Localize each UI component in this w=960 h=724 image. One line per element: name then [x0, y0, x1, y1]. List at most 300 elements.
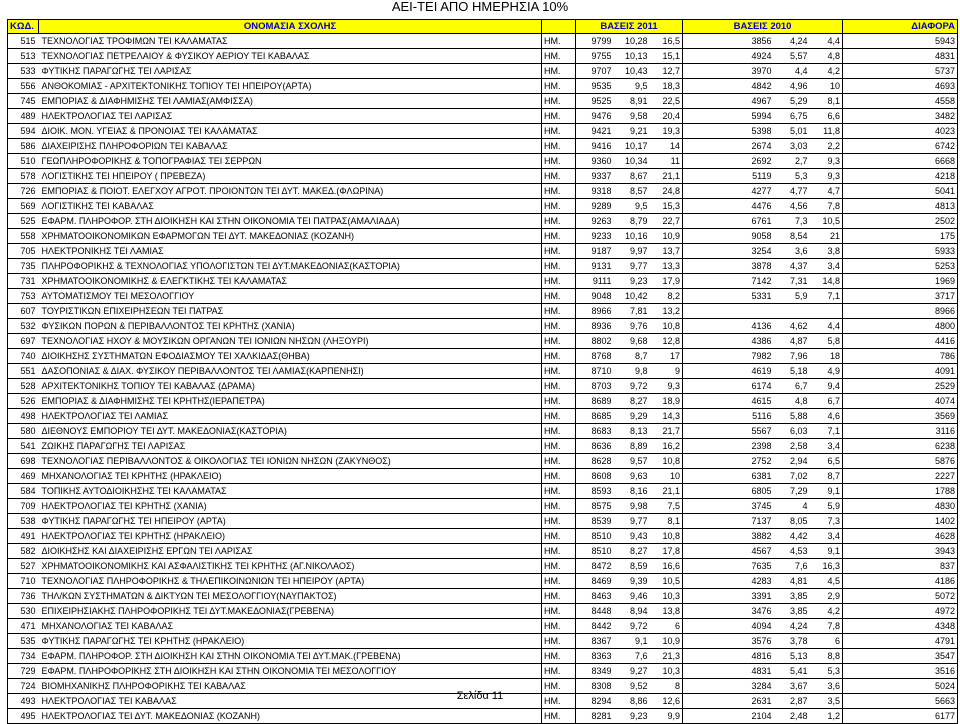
table-row — [8, 574, 958, 589]
cell-type: ΗΜ. — [542, 154, 576, 169]
table-row — [8, 589, 958, 604]
cell-school-name: ΜΗΧΑΝΟΛΟΓΙΑΣ ΤΕΙ ΚΑΒΑΛΑΣ — [39, 619, 542, 634]
cell-bases-2011-third: 9,3 — [650, 379, 683, 394]
cell-school-name: ΧΡΗΜΑΤΟΟΙΚΟΝΟΜΙΚΗΣ ΚΑΙ ΑΣΦΑΛΙΣΤΙΚΗΣ ΤΕΙ ΚΡΗΤΗΣ (ΑΓ.ΝΙΚΟΛΑΟΣ) — [39, 559, 542, 574]
table-row — [8, 544, 958, 559]
cell-bases-2011-score: 8510 — [576, 529, 614, 544]
cell-bases-2011-grade: 9,63 — [614, 469, 650, 484]
cell-diff: 2227 — [843, 469, 958, 484]
cell-diff: 4972 — [843, 604, 958, 619]
cell-bases-2010-grade — [774, 304, 810, 319]
cell-school-name: ΓΕΩΠΛΗΡΟΦΟΡΙΚΗΣ & ΤΟΠΟΓΡΑΦΙΑΣ ΤΕΙ ΣΕΡΡΩΝ — [39, 154, 542, 169]
cell-bases-2010-grade: 6,7 — [774, 379, 810, 394]
cell-bases-2010-third: 5,8 — [810, 334, 843, 349]
cell-bases-2011-third: 9,9 — [650, 709, 683, 724]
cell-bases-2011-score: 9421 — [576, 124, 614, 139]
table-row — [8, 289, 958, 304]
cell-bases-2010-third: 4,9 — [810, 364, 843, 379]
cell-school-name: ΦΥΤΙΚΗΣ ΠΑΡΑΓΩΓΗΣ ΤΕΙ ΛΑΡΙΣΑΣ — [39, 64, 542, 79]
cell-bases-2010-grade: 4,24 — [774, 34, 810, 49]
cell-diff: 175 — [843, 229, 958, 244]
cell-school-name: ΗΛΕΚΤΡΟΝΙΚΗΣ ΤΕΙ ΛΑΜΙΑΣ — [39, 244, 542, 259]
cell-bases-2010-third: 16,3 — [810, 559, 843, 574]
cell-bases-2010-score: 3576 — [683, 634, 774, 649]
cell-bases-2010-score: 4136 — [683, 319, 774, 334]
cell-bases-2011-grade: 10,43 — [614, 64, 650, 79]
cell-bases-2010-grade: 2,7 — [774, 154, 810, 169]
cell-school-name: ΔΑΣΟΠΟΝΙΑΣ & ΔΙΑΧ. ΦΥΣΙΚΟΥ ΠΕΡΙΒΑΛΛΟΝΤΟΣ ΤΕΙ ΛΑΜΙΑΣ(ΚΑΡΠΕΝΗΣΙ) — [39, 364, 542, 379]
cell-code: 735 — [8, 259, 39, 274]
cell-bases-2010-score: 4619 — [683, 364, 774, 379]
table-row — [8, 229, 958, 244]
cell-bases-2010-grade: 8,54 — [774, 229, 810, 244]
cell-bases-2010-third: 7,3 — [810, 514, 843, 529]
cell-bases-2010-score: 5119 — [683, 169, 774, 184]
cell-code: 724 — [8, 679, 39, 694]
cell-bases-2010-grade: 3,6 — [774, 244, 810, 259]
cell-bases-2010-third: 6 — [810, 634, 843, 649]
cell-code: 726 — [8, 184, 39, 199]
cell-bases-2011-score: 9476 — [576, 109, 614, 124]
cell-bases-2010-grade: 4 — [774, 499, 810, 514]
cell-type: ΗΜ. — [542, 109, 576, 124]
cell-type: ΗΜ. — [542, 229, 576, 244]
cell-code: 513 — [8, 49, 39, 64]
cell-bases-2010-third: 4,4 — [810, 34, 843, 49]
cell-type: ΗΜ. — [542, 514, 576, 529]
cell-diff: 6742 — [843, 139, 958, 154]
cell-diff: 4023 — [843, 124, 958, 139]
cell-bases-2010-score: 2398 — [683, 439, 774, 454]
cell-bases-2011-score: 8349 — [576, 664, 614, 679]
cell-bases-2011-third: 24,8 — [650, 184, 683, 199]
cell-bases-2011-score: 8636 — [576, 439, 614, 454]
cell-bases-2011-score: 8703 — [576, 379, 614, 394]
cell-school-name: ΕΜΠΟΡΙΑΣ & ΠΟΙΟΤ. ΕΛΕΓΧΟΥ ΑΓΡΟΤ. ΠΡΟΙΟΝΤΩΝ ΤΕΙ ΔΥΤ. ΜΑΚΕΔ.(ΦΛΩΡΙΝΑ) — [39, 184, 542, 199]
cell-code: 469 — [8, 469, 39, 484]
cell-code: 498 — [8, 409, 39, 424]
cell-bases-2010-third: 3,8 — [810, 244, 843, 259]
cell-bases-2011-grade: 8,7 — [614, 349, 650, 364]
cell-bases-2011-third: 22,5 — [650, 94, 683, 109]
table-row — [8, 619, 958, 634]
table-row — [8, 199, 958, 214]
table-header-row — [8, 20, 958, 34]
cell-diff: 5876 — [843, 454, 958, 469]
cell-type: ΗΜ. — [542, 469, 576, 484]
cell-bases-2011-grade: 9,46 — [614, 589, 650, 604]
cell-diff: 5737 — [843, 64, 958, 79]
cell-bases-2011-third: 21,7 — [650, 424, 683, 439]
cell-bases-2010-grade: 4,87 — [774, 334, 810, 349]
table-row — [8, 154, 958, 169]
school-bases-table — [7, 19, 958, 724]
cell-type: ΗΜ. — [542, 394, 576, 409]
cell-bases-2011-grade: 9,57 — [614, 454, 650, 469]
cell-bases-2010-grade: 7,96 — [774, 349, 810, 364]
cell-bases-2010-grade: 4,42 — [774, 529, 810, 544]
cell-type: ΗΜ. — [542, 574, 576, 589]
cell-type: ΗΜ. — [542, 184, 576, 199]
cell-type: ΗΜ. — [542, 319, 576, 334]
cell-code: 736 — [8, 589, 39, 604]
cell-code: 532 — [8, 319, 39, 334]
cell-bases-2010-score: 2674 — [683, 139, 774, 154]
cell-bases-2011-grade: 10,16 — [614, 229, 650, 244]
cell-bases-2011-score: 9525 — [576, 94, 614, 109]
cell-code: 710 — [8, 574, 39, 589]
cell-bases-2010-third: 3,4 — [810, 439, 843, 454]
cell-bases-2010-score: 5398 — [683, 124, 774, 139]
cell-bases-2011-grade: 9,43 — [614, 529, 650, 544]
cell-diff: 3943 — [843, 544, 958, 559]
cell-bases-2011-score: 8685 — [576, 409, 614, 424]
cell-bases-2011-third: 10,8 — [650, 529, 683, 544]
cell-bases-2011-score: 8936 — [576, 319, 614, 334]
cell-bases-2011-score: 8628 — [576, 454, 614, 469]
cell-code: 491 — [8, 529, 39, 544]
cell-bases-2011-grade: 9,8 — [614, 364, 650, 379]
cell-bases-2010-grade: 3,78 — [774, 634, 810, 649]
cell-type: ΗΜ. — [542, 544, 576, 559]
cell-bases-2011-third: 10 — [650, 469, 683, 484]
cell-bases-2011-grade: 10,34 — [614, 154, 650, 169]
cell-code: 471 — [8, 619, 39, 634]
cell-bases-2011-score: 8966 — [576, 304, 614, 319]
cell-diff: 1402 — [843, 514, 958, 529]
cell-bases-2010-score: 2104 — [683, 709, 774, 724]
cell-bases-2011-third: 17,9 — [650, 274, 683, 289]
cell-school-name: ΑΥΤΟΜΑΤΙΣΜΟΥ ΤΕΙ ΜΕΣΟΛΟΓΓΙΟΥ — [39, 289, 542, 304]
cell-bases-2011-third: 13,8 — [650, 604, 683, 619]
cell-bases-2011-third: 8,1 — [650, 514, 683, 529]
cell-school-name: ΗΛΕΚΤΡΟΛΟΓΙΑΣ ΤΕΙ ΔΥΤ. ΜΑΚΕΔΟΝΙΑΣ (ΚΟΖΑΝΗ) — [39, 709, 542, 724]
cell-bases-2010-third: 5,3 — [810, 664, 843, 679]
cell-code: 528 — [8, 379, 39, 394]
cell-bases-2010-score: 5116 — [683, 409, 774, 424]
cell-diff: 4800 — [843, 319, 958, 334]
cell-bases-2011-grade: 9,68 — [614, 334, 650, 349]
cell-code: 740 — [8, 349, 39, 364]
cell-bases-2010-score: 3878 — [683, 259, 774, 274]
cell-bases-2011-grade: 8,91 — [614, 94, 650, 109]
cell-type: ΗΜ. — [542, 244, 576, 259]
cell-school-name: ΤΟΥΡΙΣΤΙΚΩΝ ΕΠΙΧΕΙΡΗΣΕΩΝ ΤΕΙ ΠΑΤΡΑΣ — [39, 304, 542, 319]
cell-school-name: ΧΡΗΜΑΤΟΟΙΚΟΝΟΜΙΚΗΣ & ΕΛΕΓΚΤΙΚΗΣ ΤΕΙ ΚΑΛΑΜΑΤΑΣ — [39, 274, 542, 289]
cell-bases-2010-third: 8,1 — [810, 94, 843, 109]
cell-bases-2011-grade: 9,5 — [614, 199, 650, 214]
cell-bases-2010-third — [810, 304, 843, 319]
cell-bases-2011-grade: 9,39 — [614, 574, 650, 589]
cell-bases-2010-grade: 8,05 — [774, 514, 810, 529]
table-row — [8, 349, 958, 364]
cell-bases-2011-score: 9289 — [576, 199, 614, 214]
cell-bases-2011-score: 9799 — [576, 34, 614, 49]
cell-bases-2010-third: 9,1 — [810, 484, 843, 499]
cell-bases-2011-score: 8463 — [576, 589, 614, 604]
cell-bases-2010-score: 3882 — [683, 529, 774, 544]
cell-bases-2010-score: 4283 — [683, 574, 774, 589]
cell-bases-2011-grade: 9,1 — [614, 634, 650, 649]
cell-code: 569 — [8, 199, 39, 214]
cell-bases-2011-score: 8308 — [576, 679, 614, 694]
cell-bases-2011-score: 8575 — [576, 499, 614, 514]
cell-bases-2011-third: 8 — [650, 679, 683, 694]
cell-bases-2011-third: 10,3 — [650, 589, 683, 604]
cell-bases-2011-score: 9360 — [576, 154, 614, 169]
cell-diff: 3569 — [843, 409, 958, 424]
cell-bases-2010-grade: 4,53 — [774, 544, 810, 559]
cell-bases-2011-grade: 10,17 — [614, 139, 650, 154]
cell-bases-2010-grade: 6,03 — [774, 424, 810, 439]
cell-bases-2010-grade: 4,24 — [774, 619, 810, 634]
cell-bases-2010-third: 9,4 — [810, 379, 843, 394]
cell-bases-2010-score: 6174 — [683, 379, 774, 394]
cell-bases-2010-third: 10 — [810, 79, 843, 94]
cell-bases-2010-grade: 5,18 — [774, 364, 810, 379]
cell-bases-2010-grade: 4,96 — [774, 79, 810, 94]
table-row — [8, 424, 958, 439]
cell-bases-2011-score: 8802 — [576, 334, 614, 349]
cell-bases-2011-grade: 8,57 — [614, 184, 650, 199]
cell-school-name: ΗΛΕΚΤΡΟΛΟΓΙΑΣ ΤΕΙ ΚΑΒΑΛΑΣ — [39, 694, 542, 709]
cell-type: ΗΜ. — [542, 79, 576, 94]
header-bases-2010: ΒΑΣΕΙΣ 2010 — [683, 20, 843, 34]
cell-school-name: ΦΥΣΙΚΩΝ ΠΟΡΩΝ & ΠΕΡΙΒΑΛΛΟΝΤΟΣ ΤΕΙ ΚΡΗΤΗΣ (ΧΑΝΙΑ) — [39, 319, 542, 334]
cell-school-name: ΒΙΟΜΗΧΑΝΙΚΗΣ ΠΛΗΡΟΦΟΡΙΚΗΣ ΤΕΙ ΚΑΒΑΛΑΣ — [39, 679, 542, 694]
cell-bases-2010-score: 7635 — [683, 559, 774, 574]
cell-bases-2010-grade: 2,87 — [774, 694, 810, 709]
cell-bases-2010-score: 3284 — [683, 679, 774, 694]
header-diff: ΔΙΑΦΟΡΑ — [843, 20, 958, 34]
cell-diff: 2529 — [843, 379, 958, 394]
cell-school-name: ΕΜΠΟΡΙΑΣ & ΔΙΑΦΗΜΙΣΗΣ ΤΕΙ ΚΡΗΤΗΣ(ΙΕΡΑΠΕΤΡΑ) — [39, 394, 542, 409]
cell-school-name: ΤΕΧΝΟΛΟΓΙΑΣ ΠΕΤΡΕΛΑΙΟΥ & ΦΥΣΙΚΟΥ ΑΕΡΙΟΥ ΤΕΙ ΚΑΒΑΛΑΣ — [39, 49, 542, 64]
cell-bases-2011-grade: 7,81 — [614, 304, 650, 319]
cell-bases-2011-score: 8510 — [576, 544, 614, 559]
cell-bases-2010-score: 4831 — [683, 664, 774, 679]
cell-bases-2010-score: 6381 — [683, 469, 774, 484]
cell-code: 525 — [8, 214, 39, 229]
cell-bases-2011-third: 11 — [650, 154, 683, 169]
cell-type: ΗΜ. — [542, 334, 576, 349]
cell-code: 582 — [8, 544, 39, 559]
cell-bases-2011-grade: 9,5 — [614, 79, 650, 94]
cell-bases-2011-third: 16,2 — [650, 439, 683, 454]
cell-type: ΗΜ. — [542, 409, 576, 424]
cell-bases-2010-grade: 3,85 — [774, 604, 810, 619]
cell-code: 527 — [8, 559, 39, 574]
cell-type: ΗΜ. — [542, 364, 576, 379]
cell-bases-2010-score: 4094 — [683, 619, 774, 634]
cell-bases-2011-third: 10,8 — [650, 454, 683, 469]
cell-diff: 3116 — [843, 424, 958, 439]
table-row — [8, 319, 958, 334]
cell-bases-2011-third: 6 — [650, 619, 683, 634]
cell-bases-2011-score: 9318 — [576, 184, 614, 199]
cell-code: 697 — [8, 334, 39, 349]
cell-bases-2010-grade: 4,8 — [774, 394, 810, 409]
cell-school-name: ΗΛΕΚΤΡΟΛΟΓΙΑΣ ΤΕΙ ΛΑΡΙΣΑΣ — [39, 109, 542, 124]
cell-bases-2011-third: 9 — [650, 364, 683, 379]
cell-school-name: ΔΙΟΙΚΗΣΗΣ ΚΑΙ ΔΙΑΧΕΙΡΙΣΗΣ ΕΡΓΩΝ ΤΕΙ ΛΑΡΙΣΑΣ — [39, 544, 542, 559]
cell-bases-2011-score: 9263 — [576, 214, 614, 229]
cell-code: 745 — [8, 94, 39, 109]
cell-bases-2011-third: 13,3 — [650, 259, 683, 274]
table-row — [8, 124, 958, 139]
cell-diff: 4831 — [843, 49, 958, 64]
cell-school-name: ΠΛΗΡΟΦΟΡΙΚΗΣ & ΤΕΧΝΟΛΟΓΙΑΣ ΥΠΟΛΟΓΙΣΤΩΝ ΤΕΙ ΔΥΤ.ΜΑΚΕΔΟΝΙΑΣ(ΚΑΣΤΟΡΙΑ) — [39, 259, 542, 274]
table-row — [8, 499, 958, 514]
cell-school-name: ΤΕΧΝΟΛΟΓΙΑΣ ΗΧΟΥ & ΜΟΥΣΙΚΩΝ ΟΡΓΑΝΩΝ ΤΕΙ ΙΟΝΙΩΝ ΝΗΣΩΝ (ΛΗΞΟΥΡΙ) — [39, 334, 542, 349]
cell-bases-2010-grade: 2,94 — [774, 454, 810, 469]
cell-bases-2011-score: 8710 — [576, 364, 614, 379]
table-row — [8, 649, 958, 664]
cell-bases-2011-grade: 8,79 — [614, 214, 650, 229]
cell-code: 493 — [8, 694, 39, 709]
cell-bases-2010-third: 9,1 — [810, 544, 843, 559]
cell-diff: 3547 — [843, 649, 958, 664]
table-row — [8, 304, 958, 319]
cell-bases-2010-grade: 4,4 — [774, 64, 810, 79]
cell-school-name: ΗΛΕΚΤΡΟΛΟΓΙΑΣ ΤΕΙ ΚΡΗΤΗΣ (ΧΑΝΙΑ) — [39, 499, 542, 514]
cell-type: ΗΜ. — [542, 589, 576, 604]
cell-bases-2010-score: 4277 — [683, 184, 774, 199]
cell-bases-2010-score: 4386 — [683, 334, 774, 349]
cell-bases-2010-third: 4,6 — [810, 409, 843, 424]
cell-type: ΗΜ. — [542, 499, 576, 514]
cell-bases-2011-score: 8768 — [576, 349, 614, 364]
cell-bases-2010-score: 3391 — [683, 589, 774, 604]
cell-diff: 5943 — [843, 34, 958, 49]
cell-type: ΗΜ. — [542, 124, 576, 139]
cell-bases-2010-score: 3745 — [683, 499, 774, 514]
cell-bases-2010-third: 6,5 — [810, 454, 843, 469]
cell-code: 729 — [8, 664, 39, 679]
cell-bases-2010-score — [683, 304, 774, 319]
cell-type: ΗΜ. — [542, 49, 576, 64]
cell-bases-2011-score: 8683 — [576, 424, 614, 439]
cell-bases-2011-grade: 9,21 — [614, 124, 650, 139]
cell-type: ΗΜ. — [542, 424, 576, 439]
cell-bases-2011-grade: 9,77 — [614, 259, 650, 274]
cell-bases-2011-grade: 9,27 — [614, 664, 650, 679]
cell-type: ΗΜ. — [542, 214, 576, 229]
cell-bases-2010-grade: 5,88 — [774, 409, 810, 424]
cell-bases-2010-score: 3856 — [683, 34, 774, 49]
cell-school-name: ΤΕΧΝΟΛΟΓΙΑΣ ΠΕΡΙΒΑΛΛΟΝΤΟΣ & ΟΙΚΟΛΟΓΙΑΣ ΤΕΙ ΙΟΝΙΩΝ ΝΗΣΩΝ (ΖΑΚΥΝΘΟΣ) — [39, 454, 542, 469]
cell-bases-2011-third: 22,7 — [650, 214, 683, 229]
cell-type: ΗΜ. — [542, 379, 576, 394]
cell-bases-2010-third: 4,7 — [810, 184, 843, 199]
cell-diff: 786 — [843, 349, 958, 364]
cell-type: ΗΜ. — [542, 274, 576, 289]
cell-school-name: ΗΛΕΚΤΡΟΛΟΓΙΑΣ ΤΕΙ ΛΑΜΙΑΣ — [39, 409, 542, 424]
cell-bases-2011-score: 8363 — [576, 649, 614, 664]
cell-school-name: ΛΟΓΙΣΤΙΚΗΣ ΤΕΙ ΗΠΕΙΡΟΥ ( ΠΡΕΒΕΖΑ) — [39, 169, 542, 184]
cell-bases-2010-grade: 4,77 — [774, 184, 810, 199]
cell-code: 586 — [8, 139, 39, 154]
cell-bases-2010-grade: 4,37 — [774, 259, 810, 274]
table-row — [8, 64, 958, 79]
cell-bases-2010-score: 9058 — [683, 229, 774, 244]
cell-school-name: ΖΩΙΚΗΣ ΠΑΡΑΓΩΓΗΣ ΤΕΙ ΛΑΡΙΣΑΣ — [39, 439, 542, 454]
cell-bases-2011-third: 12,7 — [650, 64, 683, 79]
cell-school-name: ΛΟΓΙΣΤΙΚΗΣ ΤΕΙ ΚΑΒΑΛΑΣ — [39, 199, 542, 214]
table-row — [8, 94, 958, 109]
cell-school-name: ΦΥΤΙΚΗΣ ΠΑΡΑΓΩΓΗΣ ΤΕΙ ΗΠΕΙΡΟΥ (ΑΡΤΑ) — [39, 514, 542, 529]
cell-school-name: ΕΦΑΡΜ. ΠΛΗΡΟΦΟΡΙΚΗΣ ΣΤΗ ΔΙΟΙΚΗΣΗ ΚΑΙ ΣΤΗΝ ΟΙΚΟΝΟΜΙΑ ΤΕΙ ΜΕΣΟΛΟΓΓΙΟΥ — [39, 664, 542, 679]
cell-school-name: ΤΗΛ/ΚΩΝ ΣΥΣΤΗΜΑΤΩΝ & ΔΙΚΤΥΩΝ ΤΕΙ ΜΕΣΟΛΟΓΓΙΟΥ(ΝΑΥΠΑΚΤΟΣ) — [39, 589, 542, 604]
cell-type: ΗΜ. — [542, 139, 576, 154]
cell-bases-2010-score: 3970 — [683, 64, 774, 79]
cell-type: ΗΜ. — [542, 439, 576, 454]
table-row — [8, 244, 958, 259]
cell-bases-2011-third: 8,2 — [650, 289, 683, 304]
cell-code: 530 — [8, 604, 39, 619]
cell-bases-2011-score: 8281 — [576, 709, 614, 724]
table-row — [8, 334, 958, 349]
page-title: ΑΕΙ-ΤΕΙ ΑΠΟ ΗΜΕΡΗΣΙΑ 10% — [391, 0, 569, 14]
cell-diff: 6177 — [843, 709, 958, 724]
cell-code: 538 — [8, 514, 39, 529]
cell-bases-2010-grade: 5,13 — [774, 649, 810, 664]
cell-type: ΗΜ. — [542, 34, 576, 49]
cell-bases-2011-third: 10,8 — [650, 319, 683, 334]
cell-diff: 6238 — [843, 439, 958, 454]
cell-bases-2010-score: 6761 — [683, 214, 774, 229]
cell-school-name: ΕΜΠΟΡΙΑΣ & ΔΙΑΦΗΜΙΣΗΣ ΤΕΙ ΛΑΜΙΑΣ(ΑΜΦΙΣΣΑ) — [39, 94, 542, 109]
cell-bases-2011-third: 10,5 — [650, 574, 683, 589]
cell-type: ΗΜ. — [542, 484, 576, 499]
cell-bases-2011-third: 13,7 — [650, 244, 683, 259]
cell-diff: 5024 — [843, 679, 958, 694]
cell-bases-2011-grade: 10,13 — [614, 49, 650, 64]
cell-bases-2010-third: 7,8 — [810, 199, 843, 214]
cell-bases-2010-third: 3,5 — [810, 694, 843, 709]
cell-code: 495 — [8, 709, 39, 724]
cell-bases-2010-grade: 3,03 — [774, 139, 810, 154]
cell-school-name: ΑΝΘΟΚΟΜΙΑΣ - ΑΡΧΙΤΕΚΤΟΝΙΚΗΣ ΤΟΠΙΟΥ ΤΕΙ ΗΠΕΙΡΟΥ(ΑΡΤΑ) — [39, 79, 542, 94]
cell-bases-2010-third: 4,8 — [810, 49, 843, 64]
cell-bases-2011-third: 14 — [650, 139, 683, 154]
cell-diff: 3717 — [843, 289, 958, 304]
cell-bases-2010-third: 6,7 — [810, 394, 843, 409]
cell-diff: 3482 — [843, 109, 958, 124]
cell-diff: 837 — [843, 559, 958, 574]
cell-bases-2010-third: 3,4 — [810, 529, 843, 544]
cell-type: ΗΜ. — [542, 649, 576, 664]
table-row — [8, 484, 958, 499]
cell-bases-2010-grade: 7,02 — [774, 469, 810, 484]
cell-bases-2010-third: 18 — [810, 349, 843, 364]
header-bases-2011: ΒΑΣΕΙΣ 2011 — [576, 20, 683, 34]
cell-code: 578 — [8, 169, 39, 184]
cell-diff: 4791 — [843, 634, 958, 649]
cell-diff: 5663 — [843, 694, 958, 709]
cell-bases-2010-grade: 7,31 — [774, 274, 810, 289]
cell-bases-2010-third: 8,7 — [810, 469, 843, 484]
cell-diff: 4830 — [843, 499, 958, 514]
cell-bases-2010-third: 3,4 — [810, 259, 843, 274]
cell-bases-2011-score: 8442 — [576, 619, 614, 634]
cell-type: ΗΜ. — [542, 454, 576, 469]
cell-school-name: ΔΙΑΧΕΙΡΙΣΗΣ ΠΛΗΡΟΦΟΡΙΩΝ ΤΕΙ ΚΑΒΑΛΑΣ — [39, 139, 542, 154]
cell-bases-2010-score: 7137 — [683, 514, 774, 529]
cell-code: 541 — [8, 439, 39, 454]
cell-bases-2010-grade: 5,57 — [774, 49, 810, 64]
cell-school-name: ΦΥΤΙΚΗΣ ΠΑΡΑΓΩΓΗΣ ΤΕΙ ΚΡΗΤΗΣ (ΗΡΑΚΛΕΙΟ) — [39, 634, 542, 649]
